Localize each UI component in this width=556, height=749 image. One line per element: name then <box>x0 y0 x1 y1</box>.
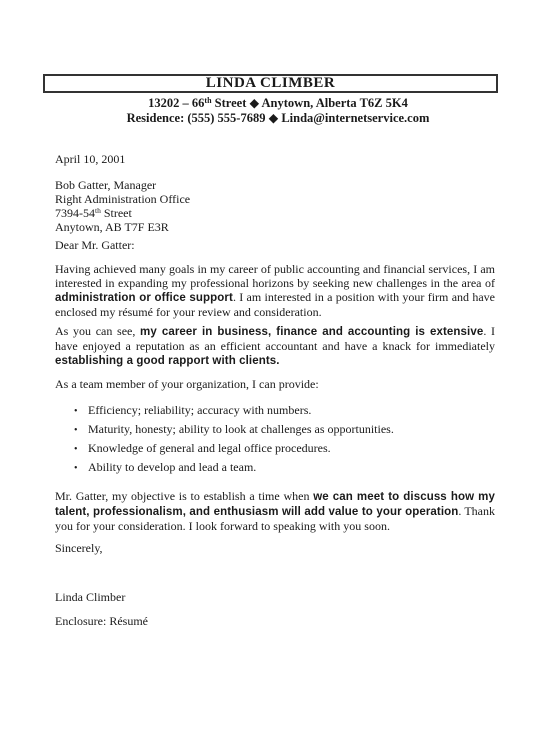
bullet-icon: • <box>74 444 78 455</box>
paragraph-intro: Having achieved many goals in my career of public accounting and financial services, I am interested in expanding my professional horizons by seeking new challenges in the area of administration or office support. I am interested in a position with your firm and have enclosed my résumé for your review and consideration. <box>55 262 495 319</box>
paragraph-provide: As a team member of your organization, I can provide: <box>55 377 319 391</box>
recipient-city: Anytown, AB T7F E3R <box>55 220 169 234</box>
letterhead-contact: Residence: (555) 555-7689 ◆ Linda@internetservice.com <box>126 111 430 125</box>
salutation: Dear Mr. Gatter: <box>55 238 135 252</box>
bullet-icon: • <box>74 425 78 436</box>
letterhead-address: 13202 – 66th Street ◆ Anytown, Alberta T6Z 5K4 <box>148 96 408 110</box>
list-item: • Knowledge of general and legal office procedures. <box>74 441 331 455</box>
bullet-icon: • <box>74 406 78 417</box>
recipient-address <box>55 178 495 234</box>
paragraph-experience: As you can see, my career in business, finance and accounting is extensive. I have enjoyed a reputation as an efficient accountant and have a knack for immediately establishing a good rapport with clients. <box>55 324 496 367</box>
qualifications-list <box>74 403 394 479</box>
enclosure-note: Enclosure: Résumé <box>55 614 148 628</box>
signature-name: Linda Climber <box>55 590 126 604</box>
letterhead-name: LINDA CLIMBER <box>43 74 498 93</box>
recipient-street: 7394-54th Street <box>55 206 132 220</box>
list-item: • Efficiency; reliability; accuracy with numbers. <box>74 403 312 417</box>
closing: Sincerely, <box>55 541 103 555</box>
paragraph-objective: Mr. Gatter, my objective is to establish a time when we can meet to discuss how my talent, professionalism, and enthusiasm will add value to your operation. Thank you for your consideration. I look forward to speaking with you soon. <box>55 489 495 533</box>
list-item: • Ability to develop and lead a team. <box>74 460 257 474</box>
list-item: • Maturity, honesty; ability to look at challenges as opportunities. <box>74 422 394 436</box>
letter-date: April 10, 2001 <box>55 152 126 166</box>
recipient-company: Right Administration Office <box>55 192 191 206</box>
bullet-icon: • <box>74 463 78 474</box>
recipient-name: Bob Gatter, Manager <box>55 178 157 192</box>
